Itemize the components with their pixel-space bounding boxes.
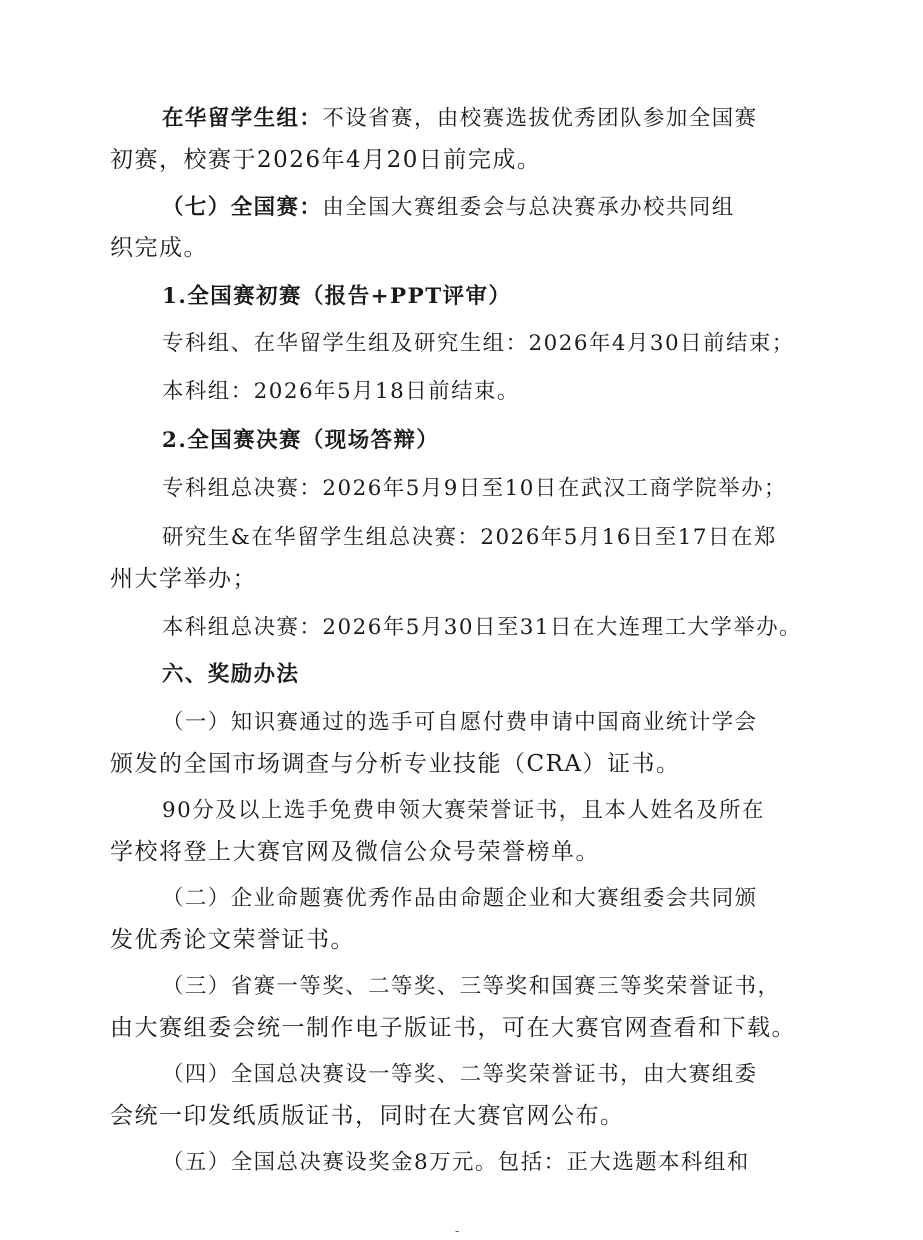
paragraph-continuation: 州大学举办； — [110, 566, 257, 592]
paragraph-reward-1: （一）知识赛通过的选手可自愿付费申请中国商业统计学会 — [162, 710, 758, 735]
paragraph-intl-students-group — [162, 104, 872, 134]
paragraph-continuation: 织完成。 — [110, 235, 208, 261]
paragraph-preliminary-undergrad: 本科组：2026年5月18日前结束。 — [162, 379, 520, 404]
paragraph-reward-5: （五）全国总决赛设奖金8万元。包括：正大选题本科组和 — [162, 1150, 750, 1175]
paragraph-continuation: 发优秀论文荣誉证书。 — [110, 927, 355, 953]
paragraph-text: 不设省赛，由校赛选拔优秀团队参加全国赛 — [322, 106, 758, 131]
paragraph-preliminary-specialist: 专科组、在华留学生组及研究生组：2026年4月30日前结束； — [162, 331, 795, 356]
paragraph-final-graduate: 研究生&在华留学生组总决赛：2026年5月16日至17日在郑 — [162, 525, 777, 550]
paragraph-continuation: 初赛，校赛于2026年4月20日前完成。 — [110, 147, 542, 173]
section-heading-rewards: 六、奖励办法 — [162, 662, 300, 687]
heading-preliminary: 1.全国赛初赛（报告+PPT评审） — [162, 284, 512, 309]
paragraph-national-contest — [162, 193, 872, 223]
bold-lead: 在华留学生组： — [162, 106, 323, 131]
paragraph-reward-3: （三）省赛一等奖、二等奖、三等奖和国赛三等奖荣誉证书， — [162, 974, 781, 999]
paragraph-reward-2: （二）企业命题赛优秀作品由命题企业和大赛组委会共同颁 — [162, 886, 758, 911]
page-footer-mark: - — [455, 1224, 460, 1238]
paragraph-continuation: 会统一印发纸质版证书，同时在大赛官网公布。 — [110, 1103, 625, 1129]
paragraph-text: 由全国大赛组委会与总决赛承办校共同组 — [322, 195, 735, 220]
heading-final: 2.全国赛决赛（现场答辩） — [162, 428, 440, 453]
paragraph-continuation: 学校将登上大赛官网及微信公众号荣誉榜单。 — [110, 839, 600, 865]
paragraph-continuation: 颁发的全国市场调查与分析专业技能（CRA）证书。 — [110, 751, 681, 777]
paragraph-reward-4: （四）全国总决赛设一等奖、二等奖荣誉证书，由大赛组委 — [162, 1062, 758, 1087]
paragraph-continuation: 由大赛组委会统一制作电子版证书，可在大赛官网查看和下载。 — [110, 1015, 796, 1041]
bold-lead: （七）全国赛： — [162, 195, 323, 220]
paragraph-final-specialist: 专科组总决赛：2026年5月9日至10日在武汉工商学院举办； — [162, 476, 787, 501]
paragraph-reward-honor: 90分及以上选手免费申领大赛荣誉证书，且本人姓名及所在 — [162, 798, 765, 823]
paragraph-final-undergrad: 本科组总决赛：2026年5月30日至31日在大连理工大学举办。 — [162, 615, 803, 640]
